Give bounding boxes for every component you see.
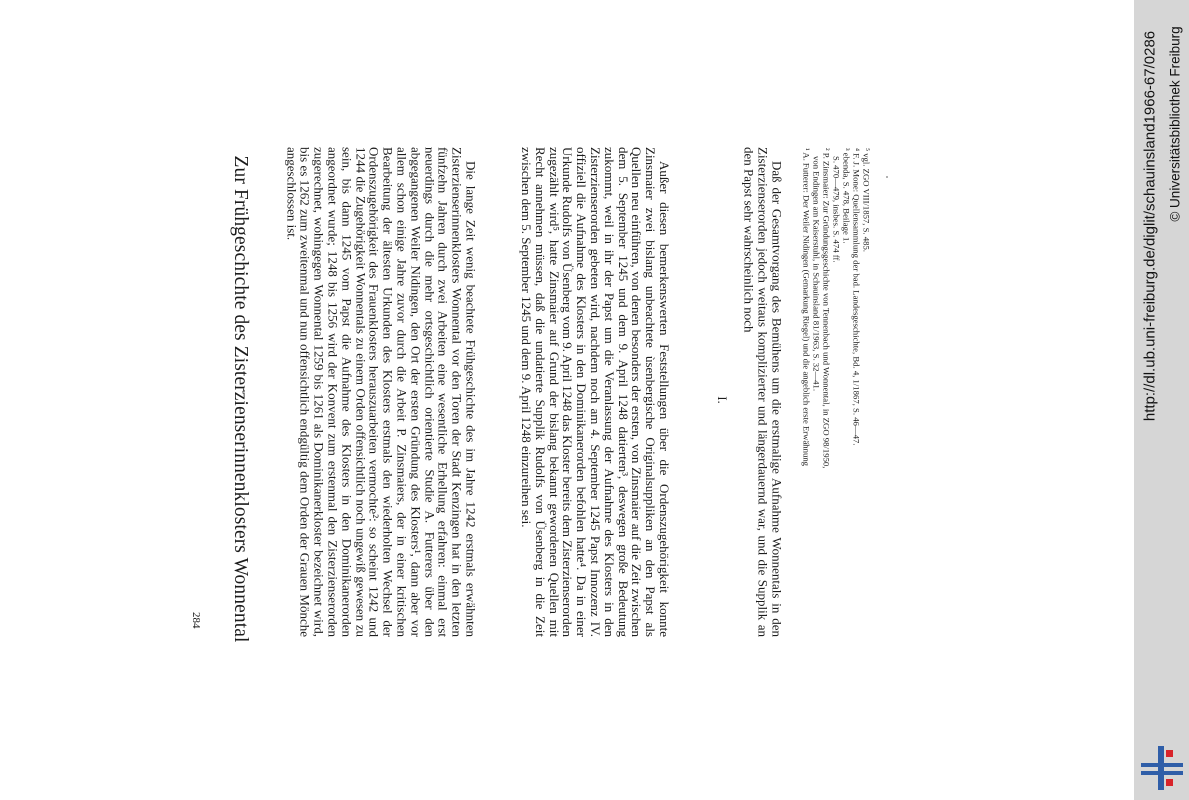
footnote-2-continued: S. 470—479, insbes. S. 474 ff.	[831, 156, 842, 263]
paragraph-1	[284, 147, 477, 637]
paragraph-3	[742, 147, 783, 637]
logo-vertical	[1158, 746, 1164, 790]
paragraph-2	[519, 147, 671, 637]
scan-speck	[886, 176, 888, 178]
logo-red-square-2	[1166, 779, 1173, 786]
footnote-1-continued: von Endingen am Kaiserstuhl, in Schauinsland 81/1963, S. 32—41.	[811, 156, 822, 392]
article-title: Zur Frühgeschichte des Zisterzienserinnenklosters Wonnental	[230, 155, 251, 643]
paragraph-2-text: Außer diesen bemerkenswerten Feststellungen über die Ordenszugehörigkeit konnte Zinsmaier zwei bislang unbeachtete ùsenbergische Originalsuppliken an den Papst als Quellen neu einführen, von denen besonders der ersten, von Zinsmaier auf die Zeit zwischen dem 5. September 1245 und dem 9. April 1248 datierten³, deswegen große Bedeutung zukommt, weil in ihr der Papst um die Veranlassung der Aufnahme des Klosters in den Zisterzienserorden gebeten wird, nachdem noch am 4. September 1245 Papst Innozenz IV. offiziell die Aufnahme des Klosters in den Dominikanerorden befohlen hatte⁴. Da in einer Urkunde Rudolfs von Üsenberg vom 9. April 1248 das Kloster bereits dem Zisterzienserorden zugezählt wird⁵, hatte Zinsmaier auf Grund der bislang bekannt gewordenen Quellen mit Recht annehmen müssen, daß die undatierte Supplik Rudolfs von Üsenberg in die Zeit zwischen dem 5. September 1245 und dem 9. April 1248 einzureihen sei.	[518, 147, 672, 637]
footnote-3: ³ ebenda, S. 478, Beilage 1.	[841, 148, 852, 244]
footnote-2: ² P. Zinsmaier: Zur Gründungsgeschichte von Tennenbach und Wonnental, in ZGO 98/1950,	[821, 148, 832, 469]
section-number: I.	[715, 396, 730, 404]
footnote-4: ⁴ F. J. Mone: Quellensammlung der bad. Landesgeschichte, Bd. 4, 1/1867, S. 46—47.	[851, 148, 862, 446]
footnote-5: ⁵ vgl. ZGO VIII/1857, S. 485.	[861, 148, 872, 252]
copyright-notice: © Universitätsbibliothek Freiburg	[1167, 26, 1183, 222]
ub-freiburg-logo	[1141, 744, 1183, 792]
paragraph-3-text: Daß der Gesamtvorgang des Bemühens um die erstmalige Aufnahme Wonnentals in den Zisterzienserorden jedoch weitaus komplizierter und längerdauernd war, und die Supplik an den Papst sehr wahrscheinlich noch	[742, 147, 785, 637]
footnote-1: ¹ A. Futterer: Der Weiler Nidingen (Gemarkung Riegel) und die angeblich erste Erwähnung	[801, 148, 812, 467]
page-number: 284	[190, 612, 202, 629]
paragraph-1-text: Die lange Zeit wenig beachtete Frühgeschichte des im Jahre 1242 erstmals erwähnten Zisterzienserinnenklosters Wonnental vor den Toren der Stadt Kenzingen hat in den letzten fünfzehn Jahren durch zwei Arbeiten eine wesentliche Erhellung erfahren: einmal erst neuerdings durch die mehr ortsgeschichtlich orientierte Studie A. Futterers über den abgegangenen Weiler Nidingen, den Ort der ersten Gründung des Klosters¹, dann aber vor allem schon einige Jahre zuvor durch die Arbeit P. Zinsmaiers, der in einer kritischen Bearbeitung der ältesten Urkunden des Klosters erstmals den wiederholten Wechsel der Ordenszugehörigkeit des Frauenklosters herauszuarbeiten vermochte²: so scheint 1242 und 1244 die Zugehörigkeit Wonnentals zu einem Orden offensichtlich noch ungewiß gewesen zu sein, bis dann 1245 vom Papst die Aufnahme des Klosters in den Dominikanerorden angeordnet wurde; 1248 bis 1256 wird der Konvent zum erstenmal den Zisterzienserorden zugerechnet, wohingegen Wonnental 1259 bis 1261 als Dominikanerkloster bezeichnet wird, bis es 1262 zum zweitenmal und nun offensichtlich endgültig dem Orden der Grauen Mönche angeschlossen ist.	[284, 147, 479, 637]
logo-red-square-1	[1166, 750, 1173, 757]
source-url[interactable]: http://dl.ub.uni-freiburg.de/diglit/schauinsland1966-67/0286	[1141, 30, 1159, 422]
